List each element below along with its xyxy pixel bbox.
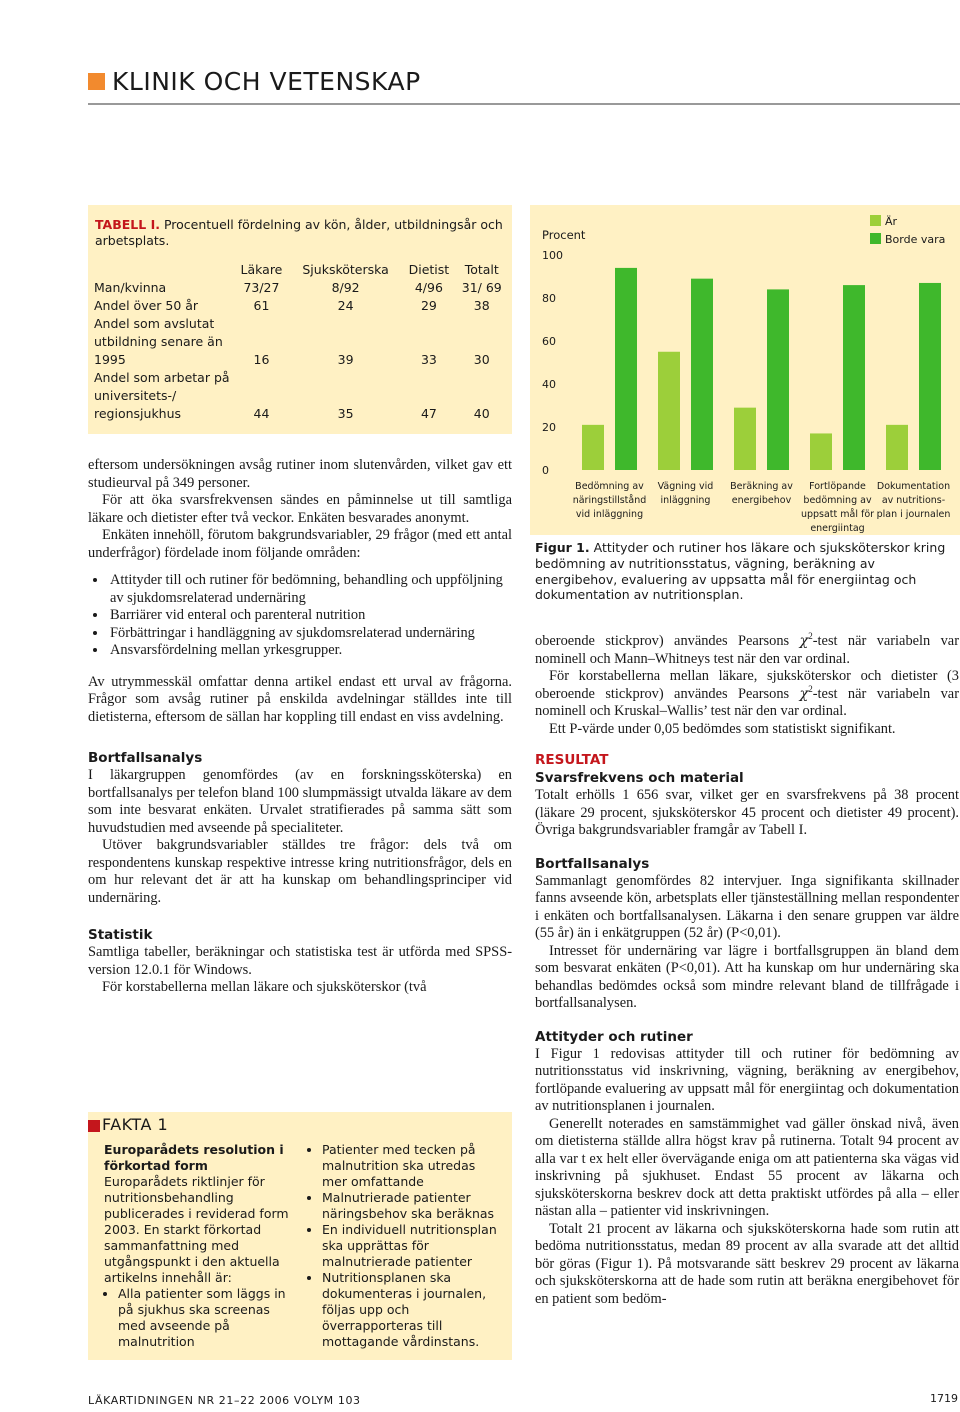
table-1-caption: Procentuell fördelning av kön, ålder, utbildningsår och arbetsplats.	[95, 217, 503, 248]
section-marker-square	[88, 73, 105, 90]
table-cell: 29	[420, 298, 437, 313]
body-paragraph: Generellt noterades en samstämmighet vad gäller önskad nivå, även om dietisterna ställde allra högst krav på rutinerna. Totalt 94 procent av alla var t ex helt eller övervägande eniga om att patienterna ska vägas vid inskrivning på sjukhuset. Endast 55 procent av läkarna och sjuksköterskorna beskrev dock att detta praktiskt utfördes på alla – eller nästan alla – patienter vid inskrivningen.	[535, 1115, 959, 1219]
subheading-svarsfrekvens: Svarsfrekvens och material	[535, 770, 744, 786]
table-cell: 61	[253, 298, 270, 313]
table-cell: 16	[253, 352, 270, 367]
body-paragraph: I läkargruppen genomfördes (av en forskningssköterska) en bortfallsanalys per telefon bland 100 slumpmässigt utvalda läkare av dem som inte besvarat enkäten. Urvalet stratifierades på samma sätt som huvudstudien med avseende på specialiteter.	[88, 767, 513, 836]
bar-chart	[530, 205, 960, 535]
fakta-right-list	[308, 1142, 503, 1350]
x-tick-label: Bedömning av näringstillstånd vid inläggning	[572, 481, 647, 520]
table-1-title	[95, 217, 505, 249]
subheading-bortfallsanalys-resultat: Bortfallsanalys	[535, 855, 650, 872]
table-row	[94, 279, 508, 297]
list-item: • Nutritionsplanen ska dokumenteras i journalen, följas upp och överrapporteras till mottagande vårdinstans.	[322, 1270, 503, 1350]
fakta-box	[88, 1112, 512, 1360]
table-cell: 35	[337, 406, 354, 421]
bar-ar	[582, 425, 604, 470]
table-cell: 73/27	[243, 280, 280, 295]
fakta-left-list	[104, 1286, 289, 1350]
text-run: -test när variabeln var nominell och Mann–Whitneys test när den var ordinal.	[535, 633, 959, 667]
subheading-bortfallsanalys: Bortfallsanalys	[88, 750, 203, 766]
bar-borde-vara	[919, 283, 941, 470]
figure-1-caption	[535, 540, 955, 603]
table-cell: 38	[473, 298, 490, 313]
list-item: • Ansvarsfördelning mellan yrkesgrupper.	[108, 642, 512, 660]
bar-borde-vara	[615, 268, 637, 470]
footer-journal: LÄKARTIDNINGEN NR 21–22 2006 VOLYM 103	[88, 1394, 361, 1407]
text-run: oberoende stickprov) användes Pearsons	[535, 633, 800, 649]
x-tick-label: Dokumentation av nutritions-plan i journalen	[876, 481, 951, 520]
row-label: Andel som avslutat utbildning senare än 1995	[94, 316, 223, 367]
bar-borde-vara	[767, 289, 789, 470]
table-header-cell: Sjuksköterska	[302, 262, 389, 277]
bar-ar	[658, 352, 680, 470]
header-rule	[88, 103, 960, 105]
list-item: • Alla patienter som läggs in på sjukhus ska screenas med avseende på malnutrition	[118, 1286, 289, 1350]
topics-list	[88, 572, 512, 660]
legend-swatch	[870, 233, 881, 244]
body-paragraph	[535, 668, 959, 721]
table-cell: 40	[473, 406, 490, 421]
figure-1-chart	[530, 205, 960, 535]
bar-borde-vara	[691, 279, 713, 470]
y-tick-label: 80	[542, 292, 556, 305]
row-label: Andel som arbetar på universitets-/ regionsjukhus	[94, 370, 230, 421]
table-row	[94, 315, 508, 369]
list-item: • Barriärer vid enteral och parenteral nutrition	[108, 607, 512, 625]
body-paragraph: Totalt 21 procent av läkarna och sjuksköterskorna hade som rutin att bedöma nutritionsstatus, medan 89 procent av alla svarade att det alltid bör göras (Figur 1). På motsvarande sätt beskrev 29 procent av läkarna och sjuksköterskorna att de hade som rutin att beräkna energibehovet för en patient som bedöm-	[535, 1220, 959, 1307]
fakta-left-column	[104, 1142, 289, 1350]
list-item: • Patienter med tecken på malnutrition ska utredas mer omfattande	[322, 1142, 503, 1190]
table-cell: 44	[253, 406, 270, 421]
right-column	[535, 633, 959, 1308]
x-tick-label: Vägning vid inläggning	[657, 481, 714, 506]
table-cell: 47	[420, 406, 437, 421]
page-number: 1719	[930, 1392, 958, 1405]
legend-label: Är	[885, 215, 898, 228]
list-item: • Attityder till och rutiner för bedömning, behandling och uppföljning av sjukdomsrelaterad undernäring	[108, 572, 512, 607]
figure-label: Figur 1.	[535, 540, 590, 555]
y-axis-label: Procent	[542, 228, 586, 242]
chi-symbol: χ	[799, 633, 809, 649]
table-cell: 33	[420, 352, 437, 367]
body-paragraph: I Figur 1 redovisas attityder till och rutiner för bedömning av nutritionsstatus vid inskrivning, vägning, beräkning av energibehov, fortlöpande evaluering av uppsatt mål för energiintag och dokumentation av nutritionsplanen i journalen.	[535, 1045, 959, 1114]
table-1-box	[88, 205, 512, 434]
table-cell: 4/96	[414, 280, 443, 295]
section-title: KLINIK OCH VETENSKAP	[112, 67, 421, 96]
bar-borde-vara	[843, 285, 865, 470]
table-row	[94, 297, 508, 315]
table-cell: 8/92	[331, 280, 360, 295]
superscript: 2	[808, 683, 813, 694]
body-paragraph: För korstabellerna mellan läkare och sjuksköterskor (två	[102, 979, 427, 995]
body-paragraph: eftersom undersökningen avsåg rutiner inom slutenvården, vilket gav ett studieurval på 349 personer.	[88, 457, 512, 491]
fakta-label: FAKTA 1	[102, 1115, 169, 1134]
left-column	[88, 457, 512, 997]
subheading-attityder: Attityder och rutiner	[535, 1028, 693, 1045]
fakta-intro: Europarådets riktlinjer för nutritionsbehandling publicerades i reviderad form 2003. En starkt förkortad sammanfattning med utgångspunkt i den aktuella artikelns innehåll är:	[104, 1174, 289, 1285]
body-paragraph: Totalt erhölls 1 656 svar, vilket ger en svarsfrekvens på 38 procent (läkare 29 procent, sjuksköterskor 45 procent och dietister 49 procent). Övriga bakgrundsvariabler framgår av Tabell I.	[535, 787, 959, 838]
y-tick-label: 20	[542, 421, 556, 434]
body-paragraph: För att öka svarsfrekvensen sändes en påminnelse ut till samtliga läkare och dietister efter två veckor. Enkäten besvarades anonymt.	[88, 492, 512, 526]
bar-ar	[734, 408, 756, 470]
y-tick-label: 0	[542, 464, 549, 477]
text-run: För korstabellerna mellan läkare, sjuksköterskor och dietister (3 oberoende stickprov) användes Pearsons	[535, 668, 959, 702]
list-item: • Malnutrierade patienter näringsbehov ska beräknas	[322, 1190, 503, 1222]
table-header-cell: Läkare	[240, 262, 283, 277]
subheading-statistik: Statistik	[88, 927, 153, 943]
legend-swatch	[870, 215, 881, 226]
body-paragraph: Intresset för undernäring var lägre i bortfallsgruppen än bland dem som besvarat enkäten (P<0,01). Att ha kunskap om hur undernäring ska behandlas bedömdes också som mindre relevant bland de tillfrågade i bortfallsanalysen.	[535, 942, 959, 1011]
y-tick-label: 60	[542, 335, 556, 348]
table-header-row	[94, 262, 508, 279]
list-item: • Förbättringar i handläggning av sjukdomsrelaterad undernäring	[108, 625, 512, 643]
row-label: Andel över 50 år	[94, 298, 199, 313]
table-1-label: TABELL I.	[95, 217, 160, 232]
table-1	[94, 262, 508, 423]
body-paragraph	[535, 633, 959, 668]
legend-label: Borde vara	[885, 233, 946, 246]
chi-symbol: χ	[799, 685, 809, 702]
table-cell: 39	[337, 352, 354, 367]
row-label: Man/kvinna	[94, 280, 167, 295]
x-tick-label: Fortlöpande bedömning av uppsatt mål för energiintag	[800, 481, 875, 534]
table-cell: 30	[473, 352, 490, 367]
bar-ar	[810, 433, 832, 470]
heading-resultat: RESULTAT	[535, 752, 609, 768]
y-tick-label: 100	[542, 249, 563, 262]
body-paragraph: Enkäten innehöll, förutom bakgrundsvariabler, 29 frågor (med ett antal underfrågor) fördelade inom följande områden:	[88, 527, 512, 561]
y-tick-label: 40	[542, 378, 556, 391]
fakta-marker-square	[88, 1120, 100, 1132]
table-header-cell	[94, 262, 234, 279]
bar-ar	[886, 425, 908, 470]
list-item: • En individuell nutritionsplan ska upprättas för malnutrierade patienter	[322, 1222, 503, 1270]
figure-caption-text: Attityder och rutiner hos läkare och sjuksköterskor kring bedömning av nutritionsstatus, vägning, beräkning av energibehov, evaluering av uppsatta mål för energiintag och dokumentation av nutritionsplan.	[535, 540, 946, 603]
superscript: 2	[808, 631, 813, 642]
body-paragraph: Ett P-värde under 0,05 bedömdes som statistiskt signifikant.	[549, 720, 896, 737]
fakta-right-column	[308, 1142, 503, 1350]
table-header-cell: Totalt	[464, 262, 499, 277]
table-row	[94, 369, 508, 423]
fakta-title: Europarådets resolution i förkortad form	[104, 1142, 284, 1173]
table-header-cell: Dietist	[408, 262, 450, 277]
table-cell: 31/ 69	[461, 280, 502, 295]
body-paragraph: Utöver bakgrundsvariabler ställdes tre frågor: dels två om respondentens kunskap respektive intresse kring nutritionsfrågor, dels en om hur relevant det är att ha kunskap om behandlingsprinciper vid undernäring.	[88, 837, 512, 906]
table-cell: 24	[337, 298, 354, 313]
body-paragraph: Av utrymmesskäl omfattar denna artikel endast ett urval av frågorna. Frågor som avsåg rutiner på enskilda avdelningar ställdes inte till dietisterna, eftersom de sällan har koppling till endast en viss avdelning.	[88, 673, 512, 725]
body-paragraph: Samtliga tabeller, beräkningar och statistiska test är utförda med SPSS-version 12.0.1 för Windows.	[88, 944, 512, 978]
body-paragraph: Sammanlagt genomfördes 82 intervjuer. Inga signifikanta skillnader fanns avseende kön, arbetsplats eller tjänsteställning mellan respondenter i enkäten och bortfallsanalysen. Läkarna i den senare gruppen var äldre (55 år) än i enkätgruppen (52 år) (P<0,01).	[535, 872, 959, 941]
text-run: -test när variabeln var nominell och Kruskal–Wallis’ test när den var ordinal.	[535, 685, 959, 719]
x-tick-label: Beräkning av energibehov	[730, 481, 793, 506]
